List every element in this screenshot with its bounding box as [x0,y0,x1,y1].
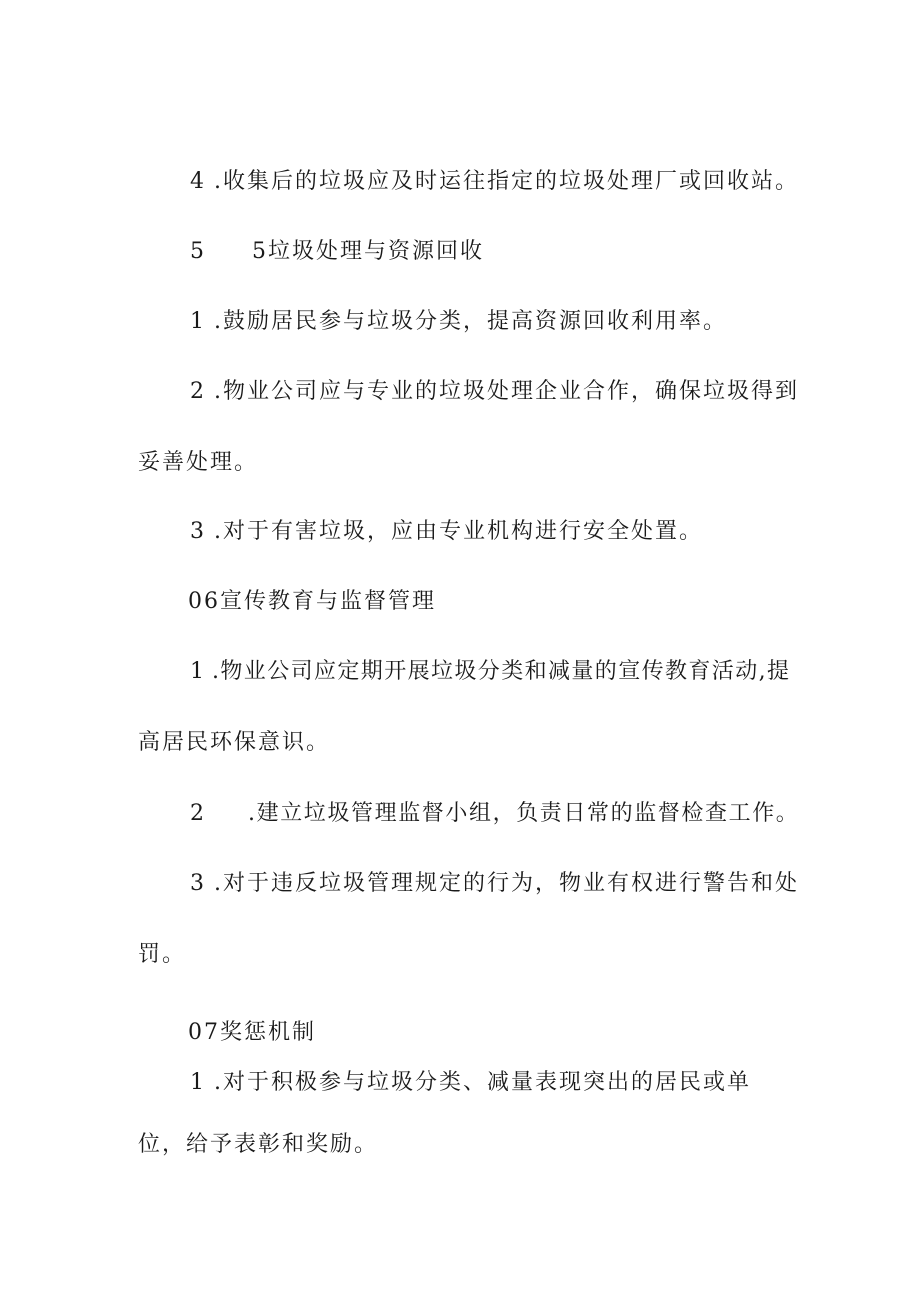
paragraph-item-4 [190,167,799,197]
section-title: 5垃圾处理与资源回收 [252,239,484,264]
item-text: .对于违反垃圾管理规定的行为，物业有权进行警告和处 [214,871,799,896]
paragraph-continuation [138,448,258,478]
item-text: 妥善处理。 [138,450,259,475]
item-number: 4 [190,169,204,194]
section-number: 5 [190,239,204,264]
item-number: 1 [190,659,204,684]
item-text: 罚。 [138,942,187,967]
paragraph-item-1 [190,1068,751,1098]
paragraph-item-3 [190,869,799,899]
item-number: 3 [190,519,204,544]
item-number: 2 [190,801,204,826]
item-number: 1 [190,309,204,334]
section-title: 07奖惩机制 [188,1020,316,1045]
section-heading-5 [190,237,484,267]
paragraph-item-2 [190,799,799,829]
item-text: .收集后的垃圾应及时运往指定的垃圾处理厂或回收站。 [214,169,799,194]
item-text: 高居民环保意识。 [138,730,331,755]
paragraph-continuation [138,728,330,758]
item-text: .鼓励居民参与垃圾分类，提高资源回收利用率。 [214,309,727,334]
paragraph-continuation [138,1130,378,1160]
paragraph-item-2 [190,377,799,407]
item-text: 位，给予表彰和奖励。 [138,1132,379,1157]
item-text: .物业公司应与专业的垃圾处理企业合作，确保垃圾得到 [214,379,799,404]
paragraph-item-1 [190,657,790,687]
item-text: .对于积极参与垃圾分类、减量表现突出的居民或单 [214,1070,751,1095]
section-heading-06 [188,587,436,617]
section-title: 06宣传教育与监督管理 [188,589,436,614]
item-number: 2 [190,379,204,404]
paragraph-item-1 [190,307,727,337]
item-text: .建立垃圾管理监督小组，负责日常的监督检查工作。 [248,801,800,826]
item-text: .物业公司应定期开展垃圾分类和减量的宣传教育活动,提 [212,659,791,684]
item-number: 1 [190,1070,204,1095]
item-number: 3 [190,871,204,896]
paragraph-continuation [138,940,186,970]
section-heading-07 [188,1018,316,1048]
paragraph-item-3 [190,517,703,547]
item-text: .对于有害垃圾，应由专业机构进行安全处置。 [214,519,703,544]
